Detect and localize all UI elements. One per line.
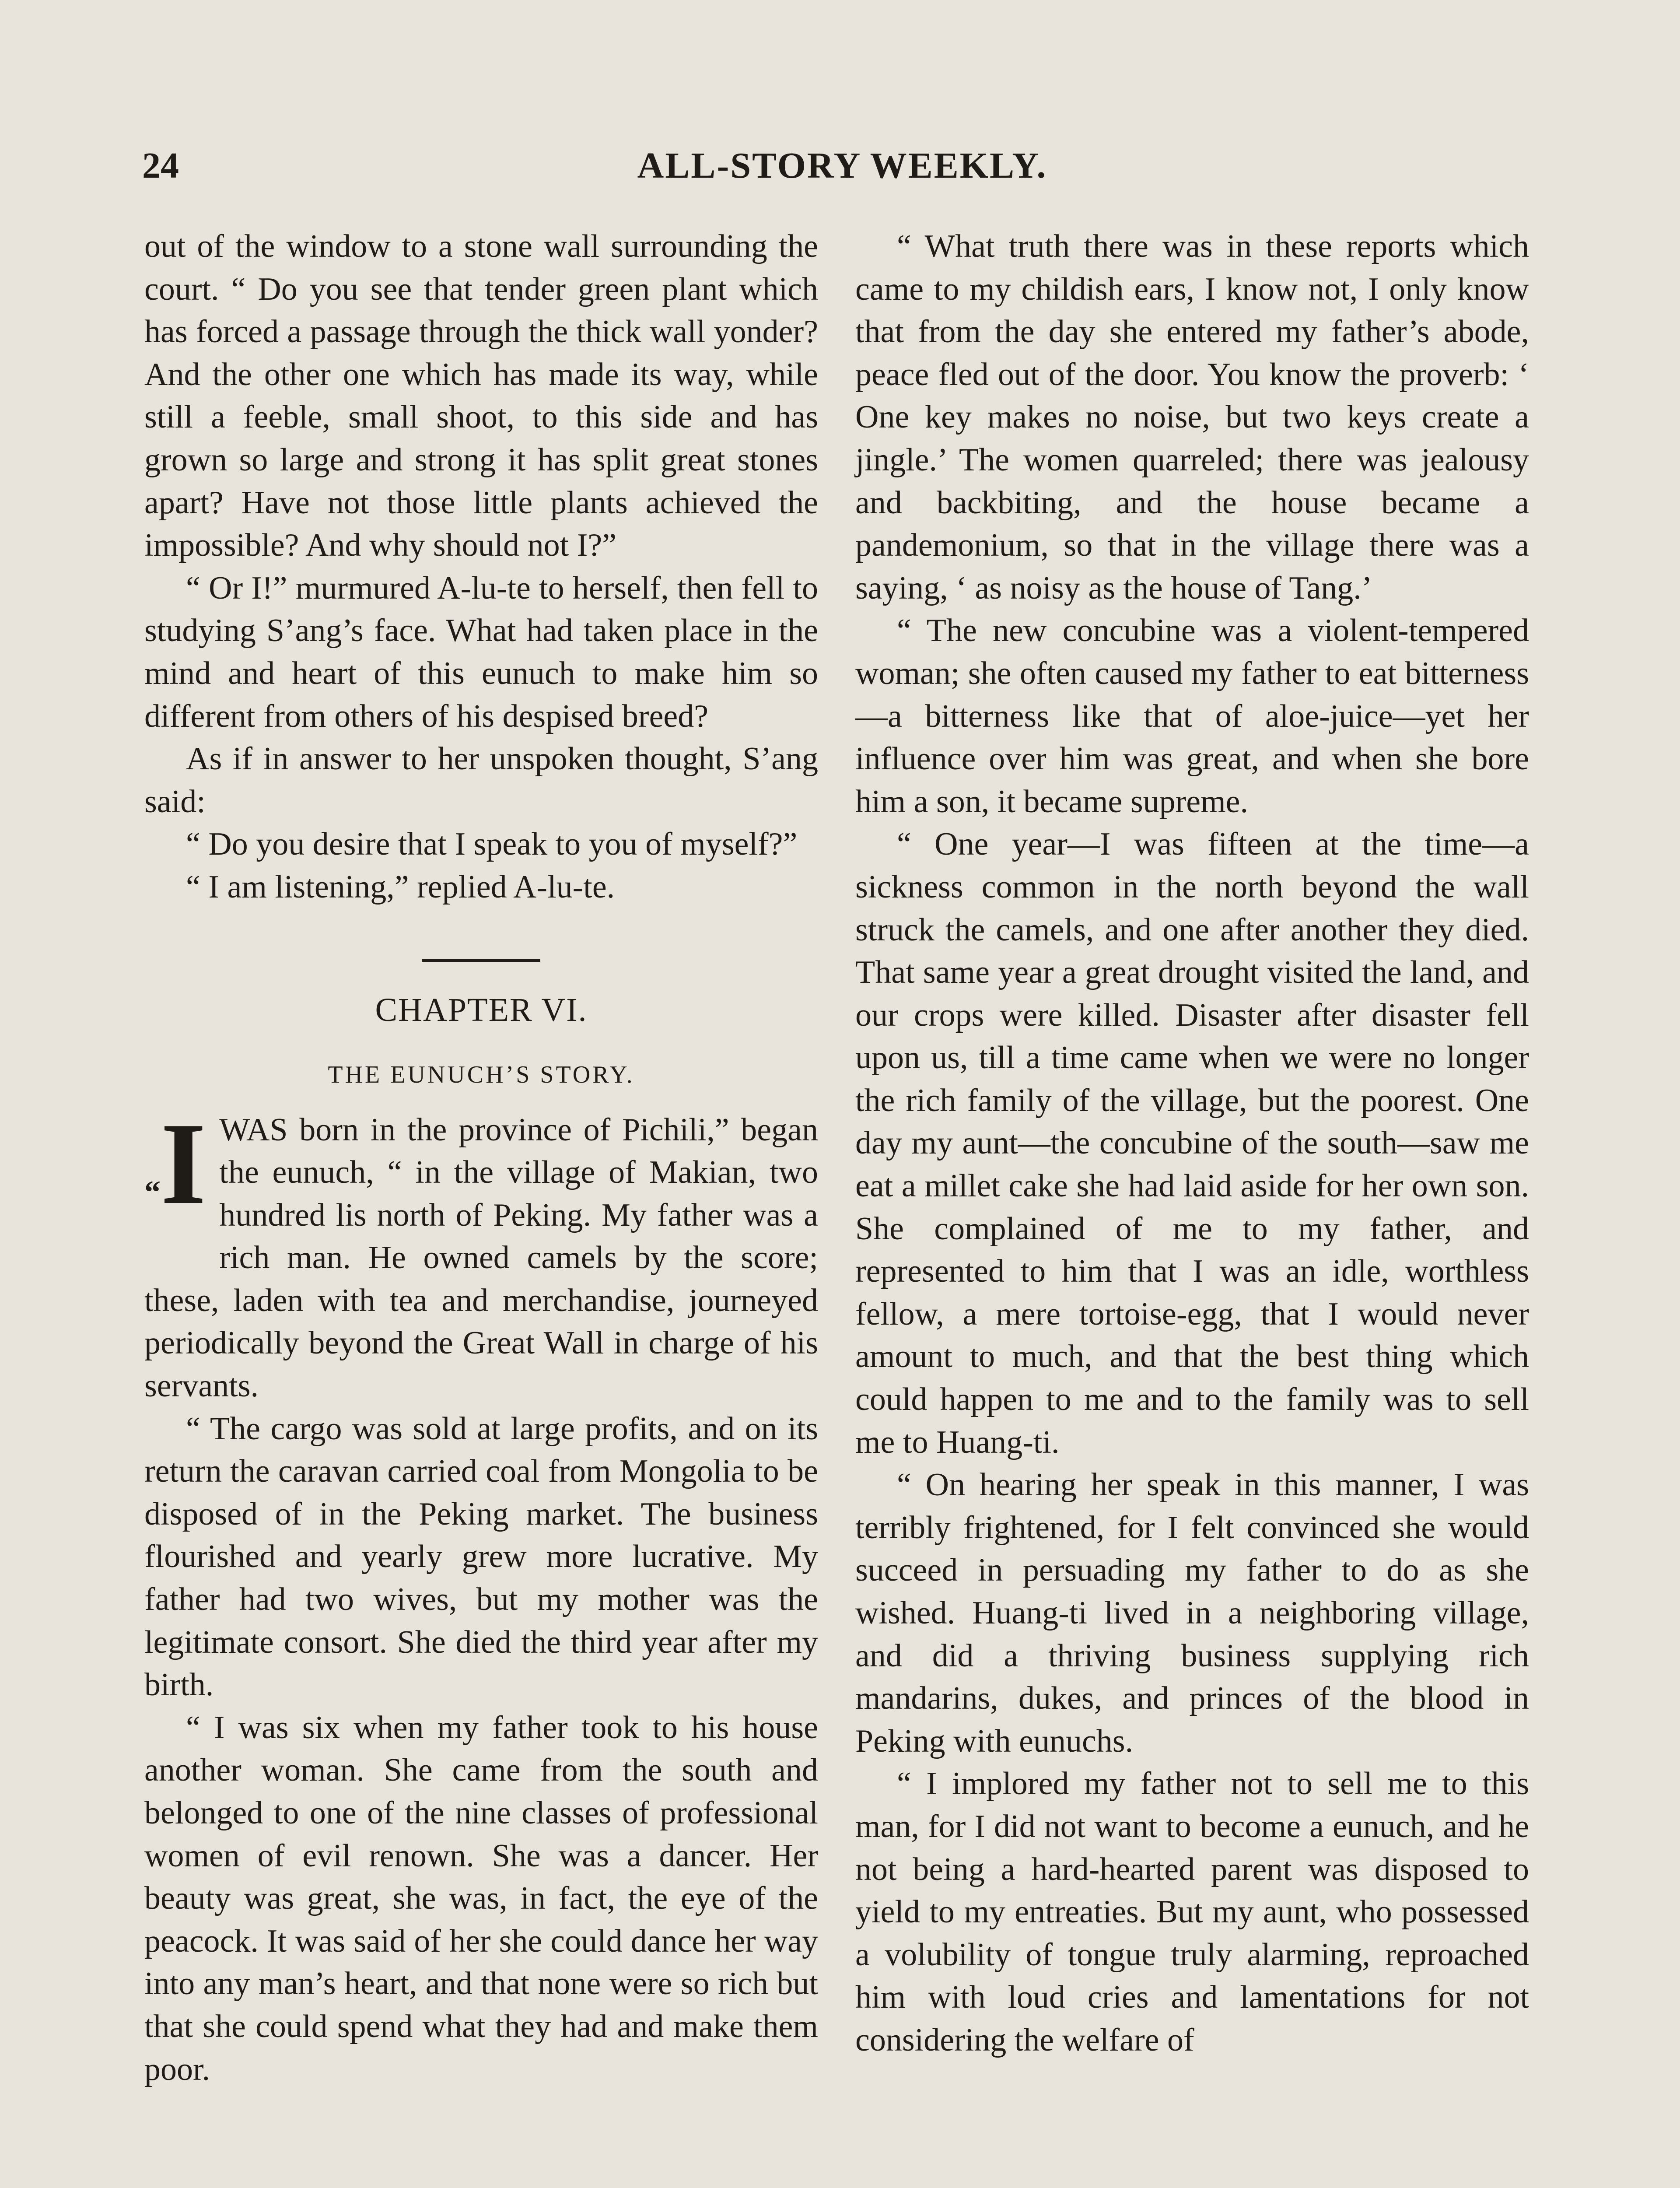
- page-header: [142, 144, 1542, 206]
- paragraph: “ What truth there was in these reports which came to my childish ears, I know not, I only know that from the day she entered my father’s abode, peace fled out of the door. You know the proverb: ‘ One key makes no noise, but two keys create a jingle.’ The women quarreled; there was jealousy and backbiting, and the house became a pandemonium, so that in the village there was a saying, ‘ as noisy as the house of Tang.’: [855, 228, 1529, 606]
- paragraph: As if in answer to her unspoken thought, S’ang said:: [144, 741, 818, 820]
- paragraph: “ I implored my father not to sell me to this man, for I did not want to become a eunuch, and he not being a hard-hearted parent was disposed to yield to my entreaties. But my aunt, who possessed a volubility of tongue truly alarming, reproached him with loud cries and lamentations for not considering the welfare of: [855, 1766, 1529, 2058]
- chapter-title: CHAPTER VI.: [375, 991, 588, 1028]
- paragraph: out of the window to a stone wall surrounding the court. “ Do you see that tender green plant which has forced a passage through the thick wall yonder? And the other one which has made its way, while still a feeble, small shoot, to this side and has grown so large and strong it has split great stones apart? Have not those little plants achieved the impossible? And why should not I?”: [144, 228, 818, 564]
- paragraph: “ Do you desire that I speak to you of myself?”: [186, 826, 798, 863]
- left-column: [144, 225, 818, 2091]
- drop-cap-paragraph: [144, 1098, 818, 1408]
- chapter-subtitle: THE EUNUCH’S STORY.: [328, 1061, 635, 1088]
- paragraph-text: WAS born in the province of Pichili,” began the eunuch, “ in the village of Makian, two hundred lis north of Peking. My father was a rich man. He owned camels by the score; these, laden with tea and merchandise, journeyed periodically beyond the Great Wall in charge of his servants.: [144, 1112, 818, 1404]
- paragraph: “ On hearing her speak in this manner, I was terribly frightened, for I felt convinced she would succeed in persuading my father to do as she wished. Huang-ti lived in a neighboring village, and did a thriving business supplying rich mandarins, dukes, and princes of the blood in Peking with eunuchs.: [855, 1467, 1529, 1759]
- paragraph: “ Or I!” murmured A-lu-te to herself, then fell to studying S’ang’s face. What had taken place in the mind and heart of this eunuch to make him so different from others of his despised breed?: [144, 570, 818, 734]
- magazine-title: ALL-STORY WEEKLY.: [637, 145, 1047, 186]
- drop-cap-letter: I: [161, 1098, 206, 1228]
- paragraph: “ One year—I was fifteen at the time—a sickness common in the north beyond the wall struck the camels, and one after another they died. That same year a great drought visited the land, and our crops were killed. Disaster after disaster fell upon us, till a time came when we were no longer the rich family of the village, but the poorest. One day my aunt—the concubine of the south—saw me eat a millet cake she had laid aside for her own son. She complained of me to my father, and represented to him that I was an idle, worthless fellow, a mere tortoise-egg, that I would never amount to much, and that the best thing which could happen to me and to the family was to sell me to Huang-ti.: [855, 826, 1529, 1460]
- drop-cap-quote: “: [144, 1174, 161, 1210]
- paragraph: “ The new concubine was a violent-tempered woman; she often caused my father to eat bitterness—a bitterness like that of aloe-juice—yet her influence over him was great, and when she bore him a son, it became supreme.: [855, 613, 1529, 820]
- drop-cap: [144, 1098, 206, 1238]
- paragraph: “ I was six when my father took to his house another woman. She came from the south and belonged to one of the nine classes of professional women of evil renown. She was a dancer. Her beauty was great, she was, in fact, the eye of the peacock. It was said of her she could dance her way into any man’s heart, and that none were so rich but that she could spend what they had and make them poor.: [144, 1709, 818, 2087]
- paragraph: “ I am listening,” replied A-lu-te.: [186, 869, 615, 905]
- page-number: 24: [142, 145, 179, 186]
- paragraph: “ The cargo was sold at large profits, and on its return the caravan carried coal from Mongolia to be disposed of in the Peking market. The business flourished and yearly grew more lucrative. My father had two wives, but my mother was the legitimate consort. She died the third year after my birth.: [144, 1410, 818, 1703]
- right-column: [855, 225, 1529, 2062]
- section-divider: [422, 959, 540, 962]
